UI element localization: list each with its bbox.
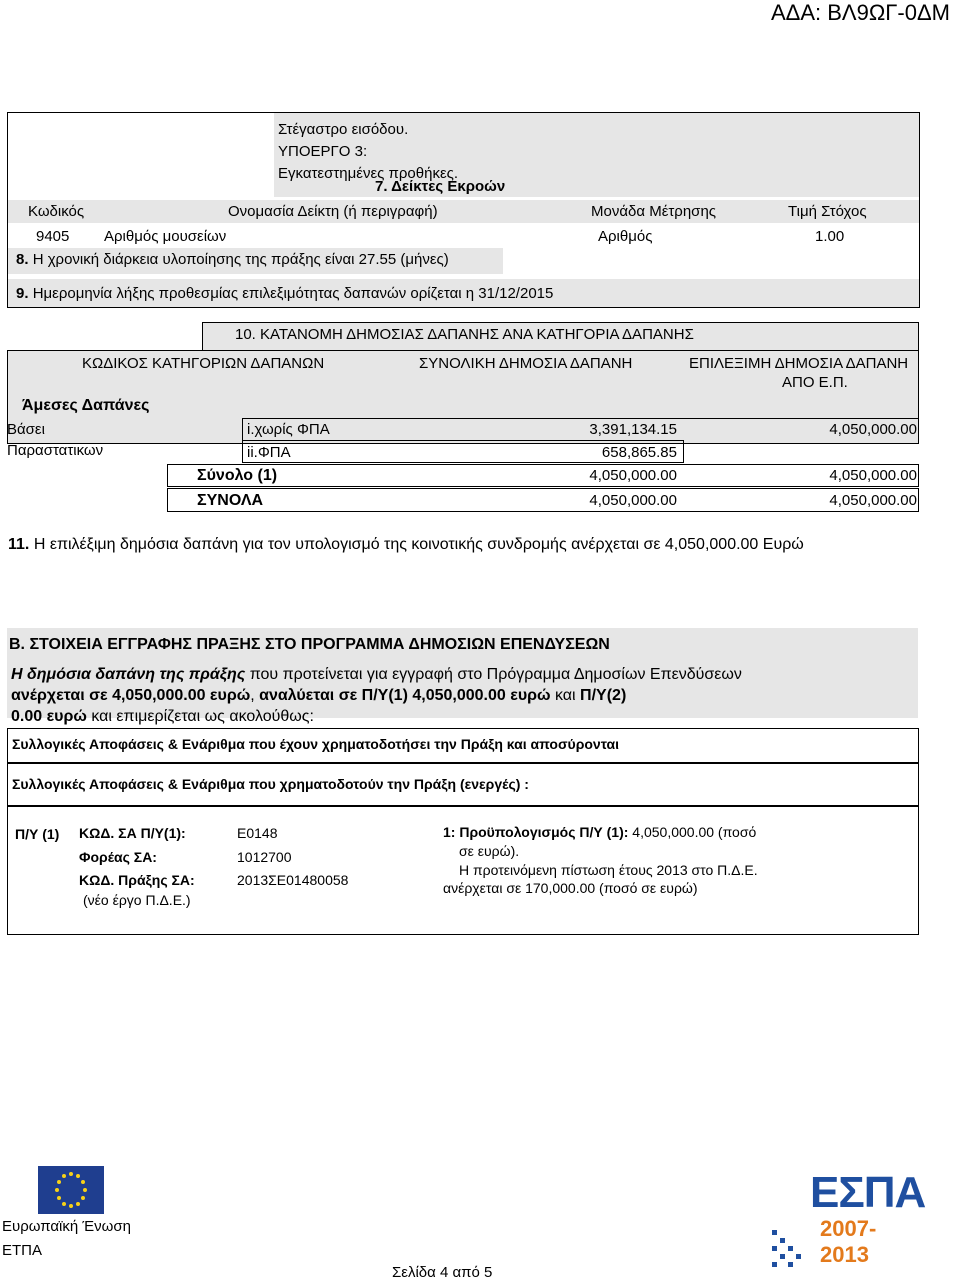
all-label: ΣΥΝΟΛΑ: [197, 492, 264, 509]
section-9: [16, 285, 553, 302]
budget-line-2: σε ευρώ).: [459, 843, 520, 859]
budget-amount: 4,050,000.00 (ποσό: [628, 824, 757, 840]
r1-label: i.χωρίς ΦΠΑ: [247, 421, 330, 438]
para-2-sep-1: ,: [250, 687, 260, 704]
subproject-line-3: Εγκατεστημένες προθήκες.: [278, 165, 459, 182]
header-name: Ονομασία Δείκτη (ή περιγραφή): [228, 203, 438, 220]
section-9-number: 9.: [16, 285, 29, 302]
all-total: 4,050,000.00: [589, 492, 677, 509]
py2-label: Π/Υ(2): [580, 687, 627, 704]
subproject-line-1: Στέγαστρο εισόδου.: [278, 121, 409, 138]
budget-line-3: Η προτεινόμενη πίστωση έτους 2013 στο Π.Δ.Ε.: [459, 862, 758, 878]
r1-elig: 4,050,000.00: [829, 421, 917, 438]
basis-label-1: Βάσει: [7, 421, 45, 438]
all-elig: 4,050,000.00: [829, 492, 917, 509]
para-1-rest: που προτείνεται για εγγραφή στο Πρόγραμμα Δημοσίων Επενδύσεων: [245, 666, 742, 683]
amount-py2: 0.00 ευρώ: [11, 708, 87, 725]
header-code: Κωδικός: [28, 203, 85, 220]
outputs-panel: [7, 112, 920, 308]
section-b-para-3: [11, 708, 314, 726]
py-key-3: ΚΩΔ. Πράξης ΣΑ:: [79, 872, 195, 888]
section-b-para-2: [11, 687, 626, 705]
py-key-1: ΚΩΔ. ΣΑ Π/Υ(1):: [79, 825, 186, 841]
withdrawn-decisions: Συλλογικές Αποφάσεις & Ενάριθμα που έχουν χρηματοδοτήσει την Πράξη και αποσύρονται: [12, 736, 620, 752]
header-target: Τιμή Στόχος: [788, 203, 867, 220]
py-key-4: (νέο έργο Π.Δ.Ε.): [83, 892, 191, 908]
sum-label: Σύνολο (1): [197, 467, 278, 484]
para-3-rest: και επιμερίζεται ως ακολούθως:: [86, 708, 314, 725]
r2-label: ii.ΦΠΑ: [247, 444, 291, 461]
h-total: ΣΥΝΟΛΙΚΗ ΔΗΜΟΣΙΑ ΔΑΠΑΝΗ: [419, 355, 633, 372]
para-2-sep-2: και: [550, 687, 581, 704]
page-number: Σελίδα 4 από 5: [392, 1264, 493, 1281]
section-8-number: 8.: [16, 251, 29, 268]
allocation-table: [7, 322, 918, 512]
subproject-line-2: ΥΠΟΕΡΓΟ 3:: [278, 143, 368, 160]
ada-code: ΑΔΑ: ΒΛ9ΩΓ-0ΔΜ: [770, 0, 950, 25]
budget-label: 1: Προϋπολογισμός Π/Υ (1):: [443, 824, 629, 840]
section-8: [16, 251, 449, 268]
header-unit: Μονάδα Μέτρησης: [591, 203, 717, 220]
active-decisions: Συλλογικές Αποφάσεις & Ενάριθμα που χρηματοδοτούν την Πράξη (ενεργές) :: [12, 776, 529, 792]
sum-elig: 4,050,000.00: [829, 467, 917, 484]
row-unit: Αριθμός: [598, 228, 653, 245]
section-11-text: Η επιλέξιμη δημόσια δαπάνη για τον υπολογισμό της κοινοτικής συνδρομής ανέρχεται σε 4,050,000.00 Ευρώ: [33, 536, 804, 553]
py-key-2: Φορέας ΣΑ:: [79, 849, 157, 865]
basis-label-2: Παραστατικων: [7, 442, 104, 459]
section-11: [8, 536, 804, 554]
eu-stars-icon: [38, 1166, 104, 1214]
eu-label: Ευρωπαϊκή Ένωση: [2, 1218, 131, 1235]
section-7-title: 7. Δείκτες Εκροών: [375, 178, 506, 195]
section-b: [7, 628, 918, 934]
espa-grid-icon: [770, 1226, 810, 1274]
row-target: 1.00: [815, 228, 845, 245]
outputs-header-row: [8, 200, 919, 223]
py-val-2: 1012700: [237, 849, 292, 865]
h-code: ΚΩΔΙΚΟΣ ΚΑΤΗΓΟΡΙΩΝ ΔΑΠΑΝΩΝ: [82, 355, 325, 372]
budget-line-1: [443, 824, 756, 840]
section-8-text: Η χρονική διάρκεια υλοποίησης της πράξης είναι 27.55 (μήνες): [32, 251, 449, 268]
public-expense-label: Η δημόσια δαπάνη της πράξης: [11, 666, 246, 683]
section-9-text: Ημερομηνία λήξης προθεσμίας επιλεξιμότητας δαπανών ορίζεται η 31/12/2015: [32, 285, 554, 302]
row-name: Αριθμός μουσείων: [104, 228, 227, 245]
s10-title: 10. ΚΑΤΑΝΟΜΗ ΔΗΜΟΣΙΑΣ ΔΑΠΑΝΗΣ ΑΝΑ ΚΑΤΗΓΟΡΙΑ ΔΑΠΑΝΗΣ: [235, 326, 694, 343]
h-elig-1: ΕΠΙΛΕΞΙΜΗ ΔΗΜΟΣΙΑ ΔΑΠΑΝΗ: [689, 355, 909, 372]
row-code: 9405: [36, 228, 70, 245]
direct-costs: Άμεσες Δαπάνες: [22, 397, 150, 414]
r1-total: 3,391,134.15: [589, 421, 677, 438]
section-b-title: Β. ΣΤΟΙΧΕΙΑ ΕΓΓΡΑΦΗΣ ΠΡΑΞΗΣ ΣΤΟ ΠΡΟΓΡΑΜΜΑ ΔΗΜΟΣΙΩΝ ΕΠΕΝΔΥΣΕΩΝ: [9, 636, 610, 653]
py-label: Π/Υ (1): [15, 826, 60, 842]
budget-line-4: ανέρχεται σε 170,000.00 (ποσό σε ευρώ): [443, 880, 698, 896]
h-elig-2: ΑΠΟ Ε.Π.: [782, 374, 848, 391]
amount-total: ανέρχεται σε 4,050,000.00 ευρώ: [11, 687, 251, 704]
section-11-number: 11.: [8, 536, 30, 553]
section-b-para-1: [11, 666, 742, 684]
espa-logo-text: ΕΣΠΑ: [810, 1168, 926, 1217]
espa-years: 2007-2013: [820, 1216, 877, 1267]
erdf-label: ΕΤΠΑ: [2, 1242, 43, 1259]
r2-total: 658,865.85: [601, 444, 677, 461]
py-val-3: 2013ΣΕ01480058: [237, 872, 349, 888]
eu-flag: [38, 1166, 104, 1214]
espa-logo: [770, 1168, 926, 1276]
sum-total: 4,050,000.00: [589, 467, 677, 484]
py-val-1: Ε0148: [237, 825, 278, 841]
amount-py1: αναλύεται σε Π/Υ(1) 4,050,000.00 ευρώ: [259, 687, 551, 704]
